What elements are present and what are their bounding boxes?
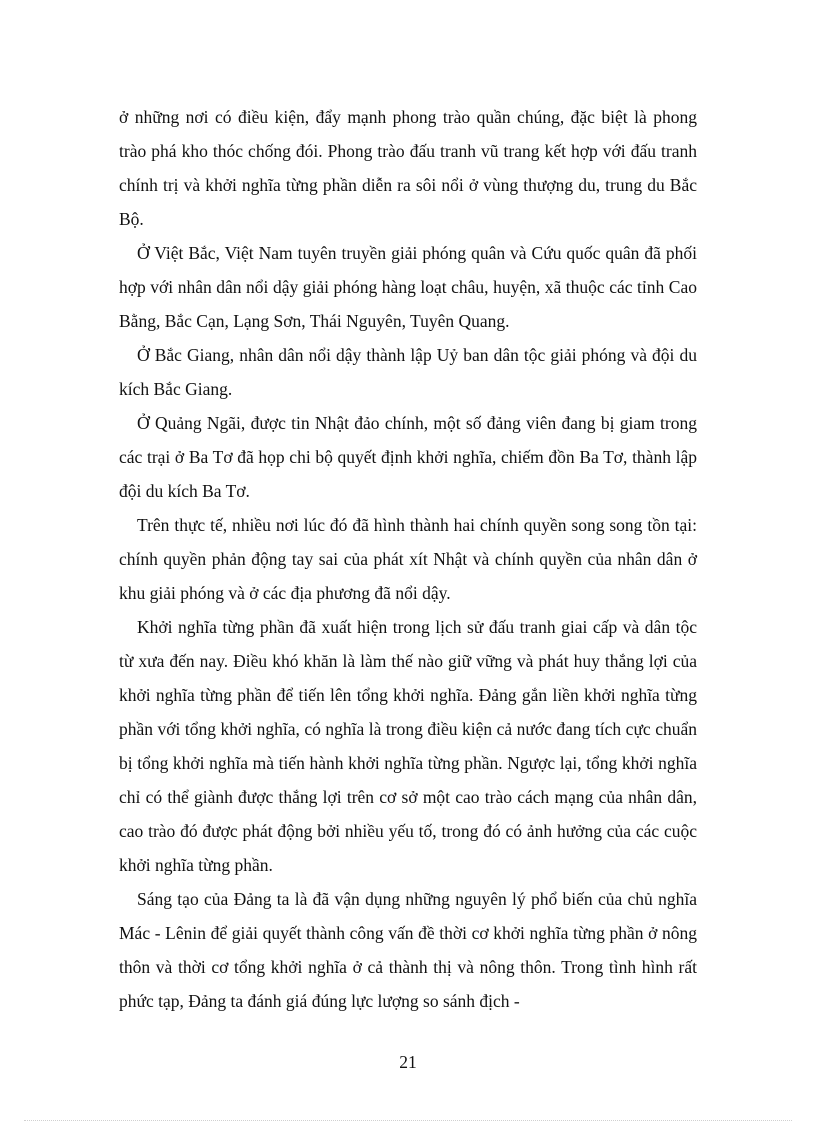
page-bottom-edge: [24, 1120, 792, 1121]
body-text: [119, 100, 697, 1018]
paragraph-quang-ngai: Ở Quảng Ngãi, được tin Nhật đảo chính, một số đảng viên đang bị giam trong các trại ở Ba Tơ đã họp chi bộ quyết định khởi nghĩa, chiếm đồn Ba Tơ, thành lập đội du kích Ba Tơ.: [119, 413, 697, 501]
paragraph-partial-uprising: Khởi nghĩa từng phần đã xuất hiện trong lịch sử đấu tranh giai cấp và dân tộc từ xưa đến nay. Điều khó khăn là làm thế nào giữ vững và phát huy thắng lợi của khởi nghĩa từng phần để tiến lên tổng khởi nghĩa. Đảng gắn liền khởi nghĩa từng phần với tổng khởi nghĩa, có nghĩa là trong điều kiện cả nước đang tích cực chuẩn bị tổng khởi nghĩa mà tiến hành khởi nghĩa từng phần. Ngược lại, tổng khởi nghĩa chỉ có thể giành được thắng lợi trên cơ sở một cao trào cách mạng của nhân dân, cao trào đó được phát động bởi nhiều yếu tố, trong đó có ảnh hưởng của các cuộc khởi nghĩa từng phần.: [119, 617, 697, 875]
paragraph-viet-bac: Ở Việt Bắc, Việt Nam tuyên truyền giải phóng quân và Cứu quốc quân đã phối hợp với nhân dân nổi dậy giải phóng hàng loạt châu, huyện, xã thuộc các tỉnh Cao Bằng, Bắc Cạn, Lạng Sơn, Thái Nguyên, Tuyên Quang.: [119, 243, 697, 331]
paragraph-bac-giang: Ở Bắc Giang, nhân dân nổi dậy thành lập Uỷ ban dân tộc giải phóng và đội du kích Bắc Giang.: [119, 345, 697, 399]
paragraph-party-creativity: Sáng tạo của Đảng ta là đã vận dụng những nguyên lý phổ biến của chủ nghĩa Mác - Lênin để giải quyết thành công vấn đề thời cơ khởi nghĩa từng phần ở nông thôn và thời cơ tổng khởi nghĩa ở cả thành thị và nông thôn. Trong tình hình rất phức tạp, Đảng ta đánh giá đúng lực lượng so sánh địch -: [119, 889, 697, 1011]
page-number: 21: [399, 1052, 417, 1072]
paragraph-dual-government: Trên thực tế, nhiều nơi lúc đó đã hình thành hai chính quyền song song tồn tại: chính quyền phản động tay sai của phát xít Nhật và chính quyền của nhân dân ở khu giải phóng và ở các địa phương đã nổi dậy.: [119, 515, 697, 603]
paragraph-continuation: ở những nơi có điều kiện, đẩy mạnh phong trào quần chúng, đặc biệt là phong trào phá kho thóc chống đói. Phong trào đấu tranh vũ trang kết hợp với đấu tranh chính trị và khởi nghĩa từng phần diễn ra sôi nổi ở vùng thượng du, trung du Bắc Bộ.: [119, 107, 697, 229]
